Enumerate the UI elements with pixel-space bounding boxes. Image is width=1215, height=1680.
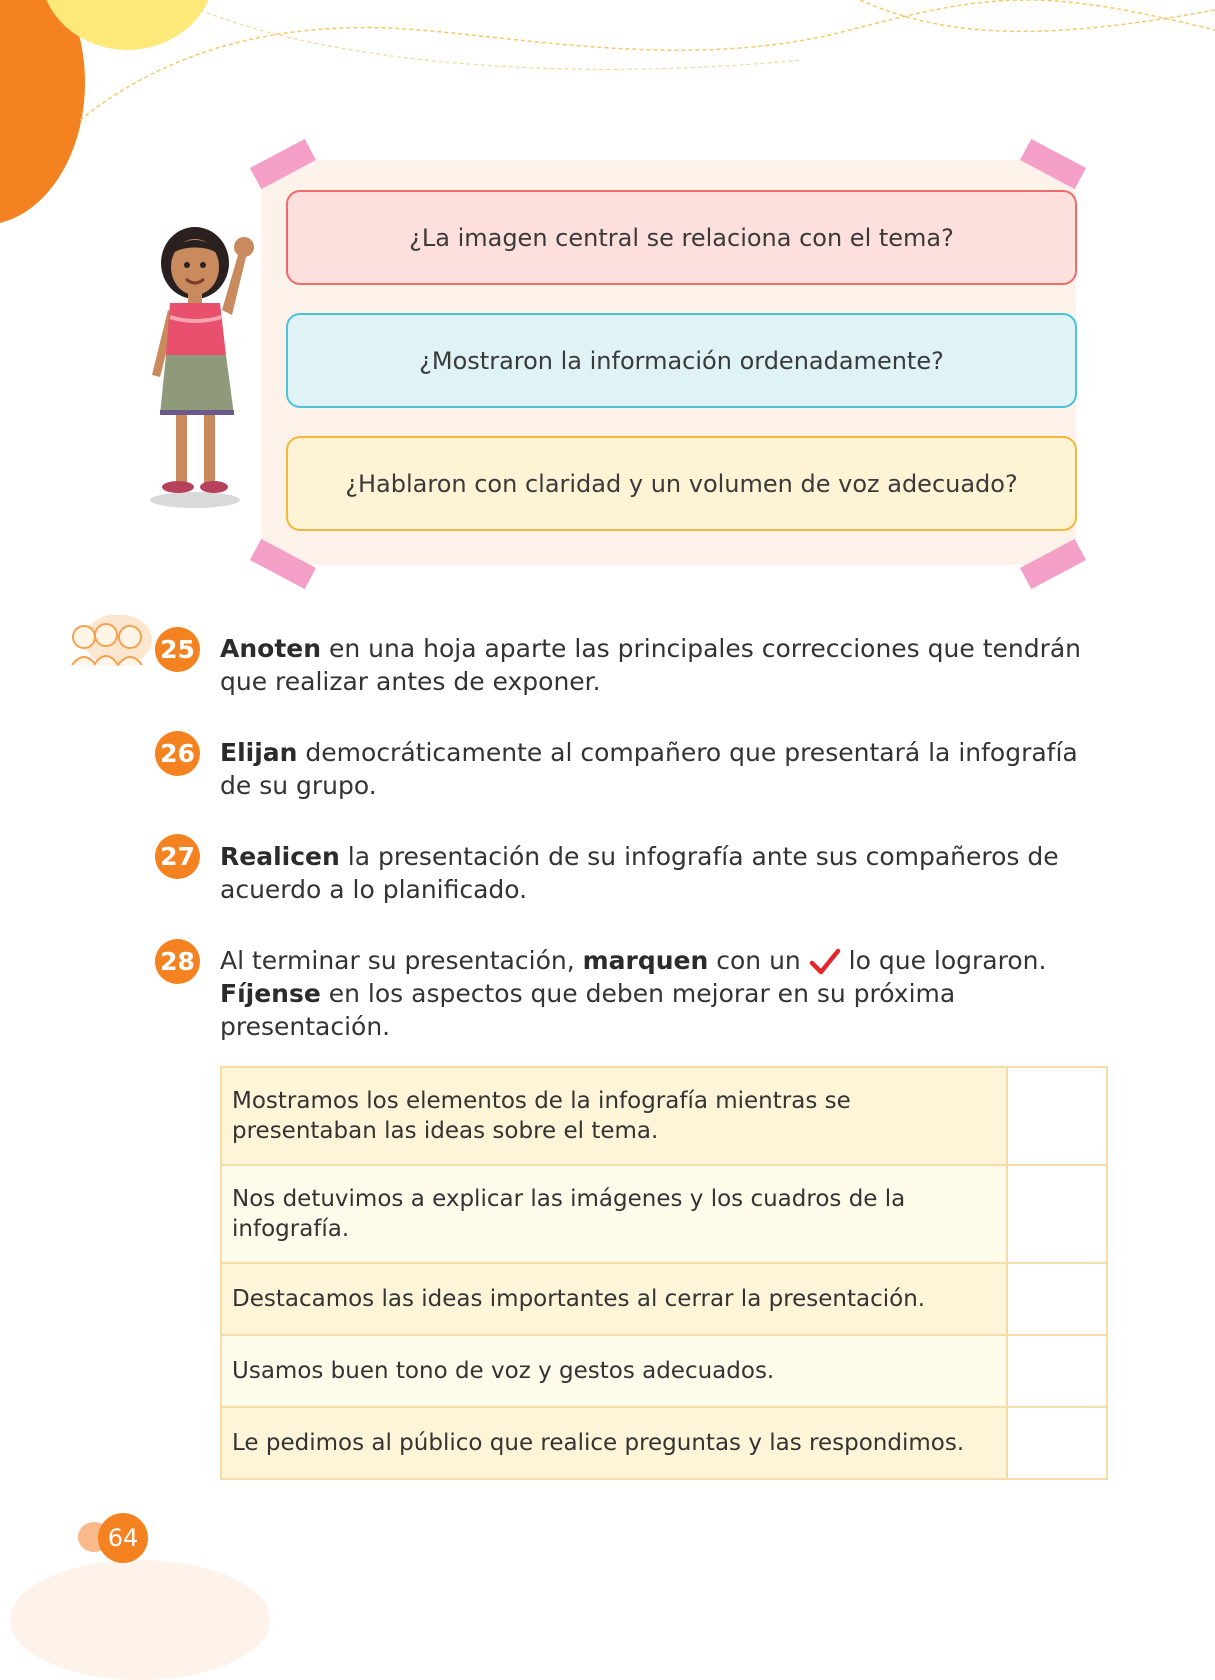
item-number-28: 28 xyxy=(155,939,200,984)
group-work-icon xyxy=(68,615,154,670)
checklist-row xyxy=(221,1263,1107,1335)
question-box-3: ¿Hablaron con claridad y un volumen de voz adecuado? xyxy=(286,436,1077,531)
checklist-checkbox[interactable] xyxy=(1007,1407,1107,1479)
checklist-checkbox[interactable] xyxy=(1007,1263,1107,1335)
instruction-28-text: en los aspectos que deben mejorar en su próxima presentación. xyxy=(220,979,956,1041)
instruction-25-text: en una hoja aparte las principales correcciones que tendrán que realizar antes de exponer. xyxy=(220,634,1082,696)
item-number-27: 27 xyxy=(155,834,200,879)
instruction-27 xyxy=(220,840,1100,906)
checklist-checkbox[interactable] xyxy=(1007,1165,1107,1263)
girl-waving-illustration xyxy=(130,215,265,510)
instruction-28 xyxy=(220,944,1100,1043)
checklist-row-text: Mostramos los elementos de la infografía mientras se presentaban las ideas sobre el tema. xyxy=(221,1067,1007,1165)
checklist-row-text: Usamos buen tono de voz y gestos adecuados. xyxy=(221,1335,1007,1407)
instruction-28-post: lo que lograron. xyxy=(840,946,1047,975)
instruction-28-mid: con un xyxy=(708,946,809,975)
checklist-row xyxy=(221,1335,1107,1407)
page-number: 64 xyxy=(98,1513,148,1563)
self-evaluation-checklist xyxy=(220,1066,1108,1480)
checklist-row-text: Le pedimos al público que realice preguntas y las respondimos. xyxy=(221,1407,1007,1479)
checklist-checkbox[interactable] xyxy=(1007,1067,1107,1165)
question-box-1: ¿La imagen central se relaciona con el tema? xyxy=(286,190,1077,285)
instruction-25-verb: Anoten xyxy=(220,634,322,663)
item-number-26: 26 xyxy=(155,731,200,776)
checklist-row xyxy=(221,1165,1107,1263)
instruction-26-text: democráticamente al compañero que presentará la infografía de su grupo. xyxy=(220,738,1078,800)
decorative-bottom-shape xyxy=(10,1560,270,1680)
instruction-27-verb: Realicen xyxy=(220,842,340,871)
instruction-28-pre: Al terminar su presentación, xyxy=(220,946,583,975)
checklist-row-text: Destacamos las ideas importantes al cerrar la presentación. xyxy=(221,1263,1007,1335)
checklist-checkbox[interactable] xyxy=(1007,1335,1107,1407)
checklist-row xyxy=(221,1067,1107,1165)
instruction-25 xyxy=(220,632,1100,698)
instruction-26 xyxy=(220,736,1100,802)
instruction-28-verb2: Fíjense xyxy=(220,979,321,1008)
instruction-28-verb: marquen xyxy=(582,946,709,975)
checkmark-icon xyxy=(809,948,841,976)
question-box-2: ¿Mostraron la información ordenadamente? xyxy=(286,313,1077,408)
decorative-wave-lines xyxy=(0,0,1215,140)
checklist-row xyxy=(221,1407,1107,1479)
instruction-26-verb: Elijan xyxy=(220,738,298,767)
item-number-25: 25 xyxy=(155,627,200,672)
checklist-row-text: Nos detuvimos a explicar las imágenes y los cuadros de la infografía. xyxy=(221,1165,1007,1263)
instruction-27-text: la presentación de su infografía ante sus compañeros de acuerdo a lo planificado. xyxy=(220,842,1059,904)
